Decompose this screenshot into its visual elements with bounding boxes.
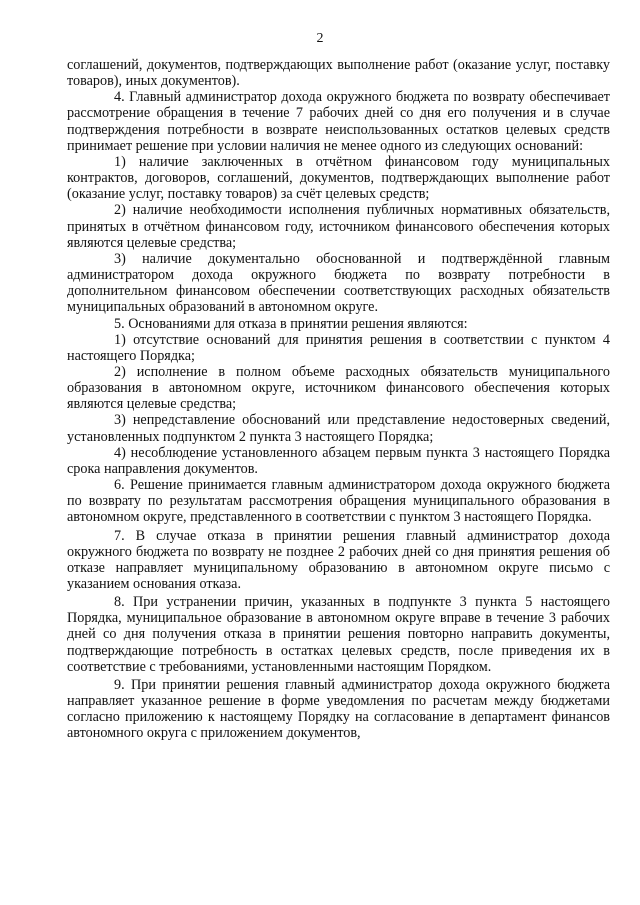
paragraph-continuation: соглашений, документов, подтверждающих выполнение работ (оказание услуг, поставку товаров), иных документов).	[67, 57, 610, 90]
paragraph-item-4-sub-1: 1) наличие заключенных в отчётном финансовом году муниципальных контрактов, договоров, соглашений, документов, подтверждающих выполнение работ (оказание услуг, поставку товаров) за счёт целевых средств;	[67, 153, 610, 203]
paragraph-item-5-sub-4: 4) несоблюдение установленного абзацем первым пункта 3 настоящего Порядка срока направления документов.	[67, 444, 610, 477]
paragraph-item-8: 8. При устранении причин, указанных в подпункте 3 пункта 5 настоящего Порядка, муниципальное образование в автономном округе вправе в течение 3 рабочих дней со дня получения отказа в принятии решения повторно направить документы, подтверждающие потребность в остатках целевых средств, после приведения их в соответствие с требованиями, установленными настоящим Порядком.	[67, 594, 610, 675]
paragraph-item-5-sub-2: 2) исполнение в полном объеме расходных обязательств муниципального образования в автономном округе, источником финансового обеспечения которых являются целевые средства;	[67, 363, 610, 413]
paragraph-item-6: 6. Решение принимается главным администратором дохода окружного бюджета по возврату по результатам рассмотрения обращения муниципального образования в автономном округе, представленного в соответствии с пунктом 3 настоящего Порядка.	[67, 477, 610, 526]
paragraph-item-4-sub-2: 2) наличие необходимости исполнения публичных нормативных обязательств, принятых в отчётном финансовом году, источником финансового обеспечения которых являются целевые средства;	[67, 202, 610, 251]
paragraph-item-4: 4. Главный администратор дохода окружного бюджета по возврату обеспечивает рассмотрение обращения в течение 7 рабочих дней со дня его получения и в случае подтверждения потребности в возврате неиспользованных остатков целевых средств принимает решение при условии наличия не менее одного из следующих оснований:	[67, 89, 610, 154]
document-body	[67, 57, 610, 742]
paragraph-item-9: 9. При принятии решения главный администратор дохода окружного бюджета направляет указанное решение в форме уведомления по расчетам между бюджетами согласно приложению к настоящему Порядку на согласование в департамент финансов автономного округа с приложением документов,	[67, 676, 610, 742]
page-number: 2	[316, 31, 324, 46]
paragraph-item-5-sub-1: 1) отсутствие оснований для принятия решения в соответствии с пунктом 4 настоящего Порядка;	[67, 331, 610, 364]
paragraph-item-4-sub-3: 3) наличие документально обоснованной и подтверждённой главным администратором дохода окружного бюджета по возврату потребности в дополнительном финансовом обеспечении соответствующих расходных обязательств муниципальных образований в автономном округе.	[67, 250, 610, 316]
paragraph-item-5: 5. Основаниями для отказа в принятии решения являются:	[114, 315, 468, 332]
paragraph-item-7: 7. В случае отказа в принятии решения главный администратор дохода окружного бюджета по возврату не позднее 2 рабочих дней со дня принятия решения об отказе направляет муниципальному образованию в автономном округе письмо с указанием основания отказа.	[67, 527, 610, 592]
paragraph-item-5-sub-3: 3) непредставление обоснований или представление недостоверных сведений, установленных подпунктом 2 пункта 3 настоящего Порядка;	[67, 412, 610, 445]
